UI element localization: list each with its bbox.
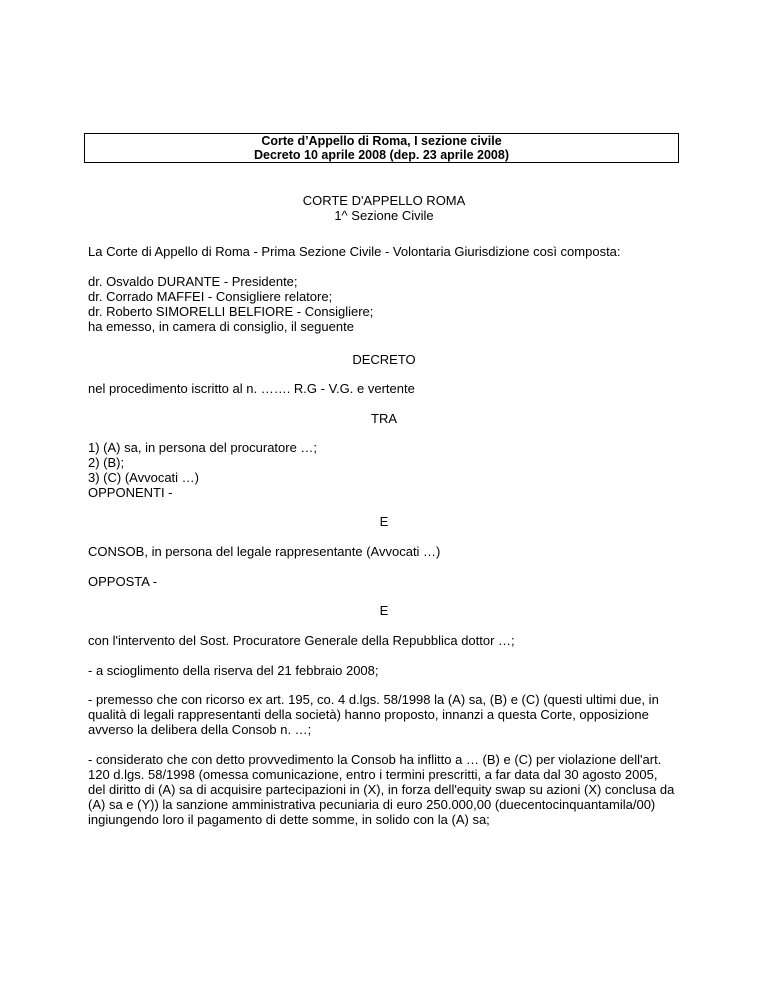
considerato-paragraph <box>88 752 688 827</box>
tra-heading: TRA <box>371 411 397 426</box>
e-separator: E <box>379 514 389 529</box>
premesso-paragraph <box>88 692 688 737</box>
intro-paragraph: La Corte di Appello di Roma - Prima Sezione Civile - Volontaria Giurisdizione così composta: <box>88 244 621 259</box>
judges-list <box>88 274 688 334</box>
e-separator: E <box>379 603 389 618</box>
party-line: 1) (A) sa, in persona del procuratore …; <box>88 440 318 455</box>
judge-line: dr. Roberto SIMORELLI BELFIORE - Consigliere; <box>88 304 374 319</box>
court-name: CORTE D'APPELLO ROMA <box>302 193 466 208</box>
riserva-line: - a scioglimento della riserva del 21 febbraio 2008; <box>88 663 379 678</box>
paragraph-line: (A) sa e (Y)) la sanzione amministrativa pecuniaria di euro 250.000,00 (duecentocinquantamila/00) <box>88 797 656 812</box>
proceeding-line: nel procedimento iscritto al n. ……. R.G - V.G. e vertente <box>88 381 415 396</box>
party-line: 2) (B); <box>88 455 125 470</box>
paragraph-line: - premesso che con ricorso ex art. 195, co. 4 d.lgs. 58/1998 la (A) sa, (B) e (C) (questi ultimi due, in <box>88 692 659 707</box>
judge-line: dr. Osvaldo DURANTE - Presidente; <box>88 274 298 289</box>
paragraph-line: ingiungendo loro il pagamento di dette somme, in solido con la (A) sa; <box>88 812 490 827</box>
party-line: 3) (C) (Avvocati …) <box>88 470 199 485</box>
paragraph-line: avverso la delibera della Consob n. …; <box>88 722 312 737</box>
paragraph-line: del diritto di (A) sa di acquisire partecipazioni in (X), in forza dell'equity swap su azioni (X) conclusa da <box>88 782 675 797</box>
paragraph-line: 120 d.lgs. 58/1998 (omessa comunicazione, entro i termini prescritti, a far data dal 30 agosto 2005, <box>88 767 658 782</box>
judge-line: dr. Corrado MAFFEI - Consigliere relatore; <box>88 289 333 304</box>
consob-line: CONSOB, in persona del legale rappresentante (Avvocati …) <box>88 544 441 559</box>
intervento-line: con l'intervento del Sost. Procuratore Generale della Repubblica dottor …; <box>88 633 515 648</box>
decree-heading: DECRETO <box>352 352 416 367</box>
title-line-decree: Decreto 10 aprile 2008 (dep. 23 aprile 2008) <box>254 148 509 162</box>
title-line-court: Corte d’Appello di Roma, I sezione civile <box>261 134 502 148</box>
paragraph-line: - considerato che con detto provvedimento la Consob ha inflitto a … (B) e (C) per violazione dell'art. <box>88 752 662 767</box>
decree-title-box <box>84 133 679 163</box>
judge-line: ha emesso, in camera di consiglio, il seguente <box>88 319 354 334</box>
parties-list <box>88 440 688 485</box>
paragraph-line: qualità di legali rappresentanti della società) hanno proposto, innanzi a questa Corte, opposizione <box>88 707 649 722</box>
opponenti-label: OPPONENTI - <box>88 485 173 500</box>
opposta-label: OPPOSTA - <box>88 574 158 589</box>
court-section: 1^ Sezione Civile <box>334 208 434 223</box>
